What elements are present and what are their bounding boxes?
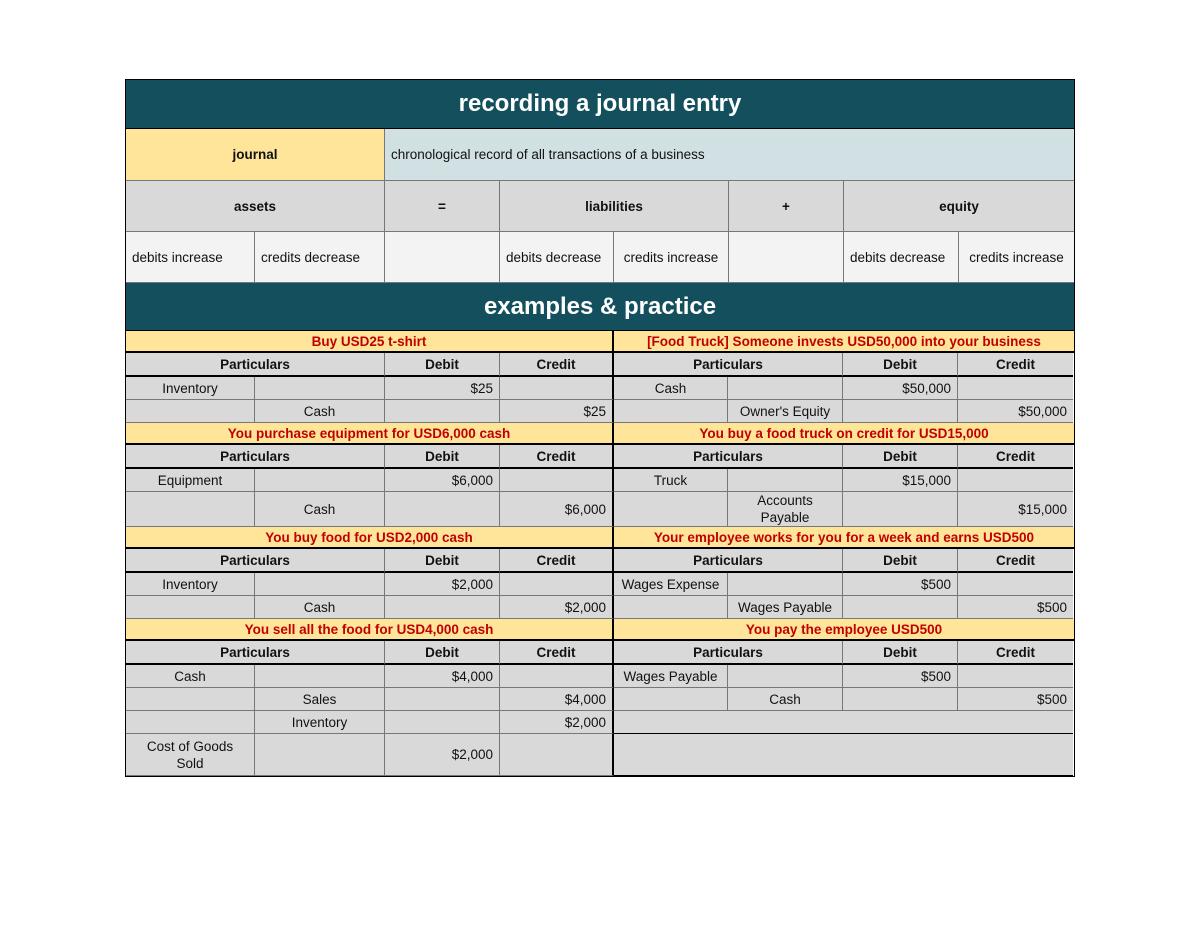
equity-credit-rule: credits increase bbox=[959, 232, 1074, 283]
plus-blank bbox=[729, 232, 844, 283]
credit-header: Credit bbox=[500, 353, 614, 377]
table-row bbox=[126, 688, 1074, 711]
credit-account: Inventory bbox=[255, 711, 385, 734]
example-title: You pay the employee USD500 bbox=[614, 619, 1074, 641]
debit-amount: $15,000 bbox=[843, 469, 958, 492]
credit-account bbox=[728, 377, 843, 400]
table-row bbox=[126, 377, 1074, 400]
credit-amount bbox=[958, 573, 1073, 596]
credit-amount: $4,000 bbox=[500, 688, 614, 711]
example-header-row bbox=[126, 549, 1074, 573]
debit-account bbox=[126, 688, 255, 711]
credit-amount bbox=[958, 665, 1073, 688]
page-title bbox=[126, 80, 1074, 129]
credit-amount bbox=[500, 573, 614, 596]
section-title-text: examples & practice bbox=[483, 292, 717, 320]
debit-header: Debit bbox=[843, 445, 958, 469]
credit-amount bbox=[958, 469, 1073, 492]
debit-account: Wages Expense bbox=[614, 573, 728, 596]
particulars-header: Particulars bbox=[614, 445, 843, 469]
debit-amount: $2,000 bbox=[385, 734, 500, 776]
debit-account bbox=[126, 492, 255, 527]
credit-amount: $6,000 bbox=[500, 492, 614, 527]
definition-text: chronological record of all transactions of a business bbox=[385, 129, 1074, 181]
credit-header: Credit bbox=[958, 445, 1073, 469]
debit-amount bbox=[385, 492, 500, 527]
debit-amount bbox=[843, 596, 958, 619]
credit-header: Credit bbox=[500, 641, 614, 665]
debit-amount bbox=[385, 400, 500, 423]
examples-grid bbox=[126, 331, 1074, 776]
assets-credit-rule: credits decrease bbox=[255, 232, 385, 283]
debit-header: Debit bbox=[385, 549, 500, 573]
credit-account: Cash bbox=[728, 688, 843, 711]
debit-header: Debit bbox=[843, 549, 958, 573]
debit-amount bbox=[843, 400, 958, 423]
debit-header: Debit bbox=[385, 353, 500, 377]
debit-amount: $50,000 bbox=[843, 377, 958, 400]
table-row bbox=[126, 711, 1074, 734]
credit-amount bbox=[500, 665, 614, 688]
equation-liabilities: liabilities bbox=[500, 181, 729, 232]
credit-header: Credit bbox=[958, 353, 1073, 377]
credit-account: Accounts Payable bbox=[728, 492, 843, 527]
definition-row bbox=[126, 129, 1074, 181]
liabilities-credit-rule: credits increase bbox=[614, 232, 729, 283]
credit-amount: $2,000 bbox=[500, 711, 614, 734]
example-title-row bbox=[126, 527, 1074, 549]
credit-header: Credit bbox=[500, 549, 614, 573]
credit-account bbox=[728, 573, 843, 596]
credit-account bbox=[255, 573, 385, 596]
equation-row bbox=[126, 181, 1074, 232]
credit-amount bbox=[500, 734, 614, 776]
example-title: You buy food for USD2,000 cash bbox=[126, 527, 614, 549]
credit-amount: $500 bbox=[958, 596, 1073, 619]
assets-debit-rule: debits increase bbox=[126, 232, 255, 283]
debit-amount bbox=[385, 711, 500, 734]
credit-account bbox=[255, 469, 385, 492]
example-header-row bbox=[126, 641, 1074, 665]
definition-term: journal bbox=[126, 129, 385, 181]
credit-amount: $50,000 bbox=[958, 400, 1073, 423]
example-title: Your employee works for you for a week and earns USD500 bbox=[614, 527, 1074, 549]
debit-amount: $500 bbox=[843, 573, 958, 596]
example-title: You sell all the food for USD4,000 cash bbox=[126, 619, 614, 641]
debit-amount: $2,000 bbox=[385, 573, 500, 596]
credit-account bbox=[255, 734, 385, 776]
debit-amount bbox=[843, 688, 958, 711]
debit-account bbox=[614, 596, 728, 619]
debit-amount: $500 bbox=[843, 665, 958, 688]
credit-header: Credit bbox=[500, 445, 614, 469]
debit-account bbox=[614, 492, 728, 527]
table-row bbox=[126, 734, 1074, 776]
table-row bbox=[126, 596, 1074, 619]
example-title-row bbox=[126, 619, 1074, 641]
debit-amount: $25 bbox=[385, 377, 500, 400]
credit-amount: $500 bbox=[958, 688, 1073, 711]
debit-account: Inventory bbox=[126, 377, 255, 400]
particulars-header: Particulars bbox=[614, 549, 843, 573]
credit-account: Cash bbox=[255, 596, 385, 619]
particulars-header: Particulars bbox=[126, 445, 385, 469]
table-row bbox=[126, 573, 1074, 596]
particulars-header: Particulars bbox=[614, 353, 843, 377]
example-title: You buy a food truck on credit for USD15,000 bbox=[614, 423, 1074, 445]
example-header-row bbox=[126, 445, 1074, 469]
example-header-row bbox=[126, 353, 1074, 377]
example-title-row bbox=[126, 331, 1074, 353]
credit-account: Wages Payable bbox=[728, 596, 843, 619]
credit-account: Owner's Equity bbox=[728, 400, 843, 423]
debit-amount bbox=[385, 596, 500, 619]
debit-header: Debit bbox=[843, 641, 958, 665]
credit-amount bbox=[958, 377, 1073, 400]
blank-area bbox=[614, 711, 1073, 734]
credit-account bbox=[728, 665, 843, 688]
example-title: Buy USD25 t-shirt bbox=[126, 331, 614, 353]
liabilities-debit-rule: debits decrease bbox=[500, 232, 614, 283]
page-title-text: recording a journal entry bbox=[458, 90, 742, 117]
equity-debit-rule: debits decrease bbox=[844, 232, 959, 283]
credit-account: Cash bbox=[255, 400, 385, 423]
debit-amount: $4,000 bbox=[385, 665, 500, 688]
debit-account: Cash bbox=[614, 377, 728, 400]
table-row bbox=[126, 492, 1074, 527]
debit-header: Debit bbox=[843, 353, 958, 377]
credit-amount bbox=[500, 469, 614, 492]
debit-account: Cash bbox=[126, 665, 255, 688]
example-title: [Food Truck] Someone invests USD50,000 into your business bbox=[614, 331, 1074, 353]
journal-entry-sheet bbox=[125, 79, 1075, 777]
debit-account bbox=[126, 400, 255, 423]
debit-account bbox=[614, 400, 728, 423]
equation-plus: + bbox=[729, 181, 844, 232]
equation-equals: = bbox=[385, 181, 500, 232]
table-row bbox=[126, 400, 1074, 423]
particulars-header: Particulars bbox=[126, 353, 385, 377]
credit-amount: $25 bbox=[500, 400, 614, 423]
particulars-header: Particulars bbox=[126, 641, 385, 665]
credit-account bbox=[255, 665, 385, 688]
credit-account bbox=[255, 377, 385, 400]
debit-account bbox=[614, 688, 728, 711]
debit-header: Debit bbox=[385, 445, 500, 469]
particulars-header: Particulars bbox=[614, 641, 843, 665]
debit-account: Equipment bbox=[126, 469, 255, 492]
debit-account: Wages Payable bbox=[614, 665, 728, 688]
equation-equity: equity bbox=[844, 181, 1074, 232]
credit-amount: $2,000 bbox=[500, 596, 614, 619]
debit-account: Inventory bbox=[126, 573, 255, 596]
credit-header: Credit bbox=[958, 549, 1073, 573]
example-title: You purchase equipment for USD6,000 cash bbox=[126, 423, 614, 445]
credit-account: Cash bbox=[255, 492, 385, 527]
credit-amount: $15,000 bbox=[958, 492, 1073, 527]
debit-account: Truck bbox=[614, 469, 728, 492]
equation-assets: assets bbox=[126, 181, 385, 232]
credit-header: Credit bbox=[958, 641, 1073, 665]
rules-row bbox=[126, 232, 1074, 283]
particulars-header: Particulars bbox=[126, 549, 385, 573]
debit-account bbox=[126, 596, 255, 619]
debit-account: Cost of Goods Sold bbox=[126, 734, 255, 776]
credit-account: Sales bbox=[255, 688, 385, 711]
debit-amount bbox=[385, 688, 500, 711]
credit-account bbox=[728, 469, 843, 492]
example-title-row bbox=[126, 423, 1074, 445]
table-row bbox=[126, 469, 1074, 492]
credit-amount bbox=[500, 377, 614, 400]
table-row bbox=[126, 665, 1074, 688]
section-title bbox=[126, 283, 1074, 331]
debit-account bbox=[126, 711, 255, 734]
blank-area bbox=[614, 734, 1073, 776]
debit-amount: $6,000 bbox=[385, 469, 500, 492]
debit-header: Debit bbox=[385, 641, 500, 665]
equals-blank bbox=[385, 232, 500, 283]
debit-amount bbox=[843, 492, 958, 527]
